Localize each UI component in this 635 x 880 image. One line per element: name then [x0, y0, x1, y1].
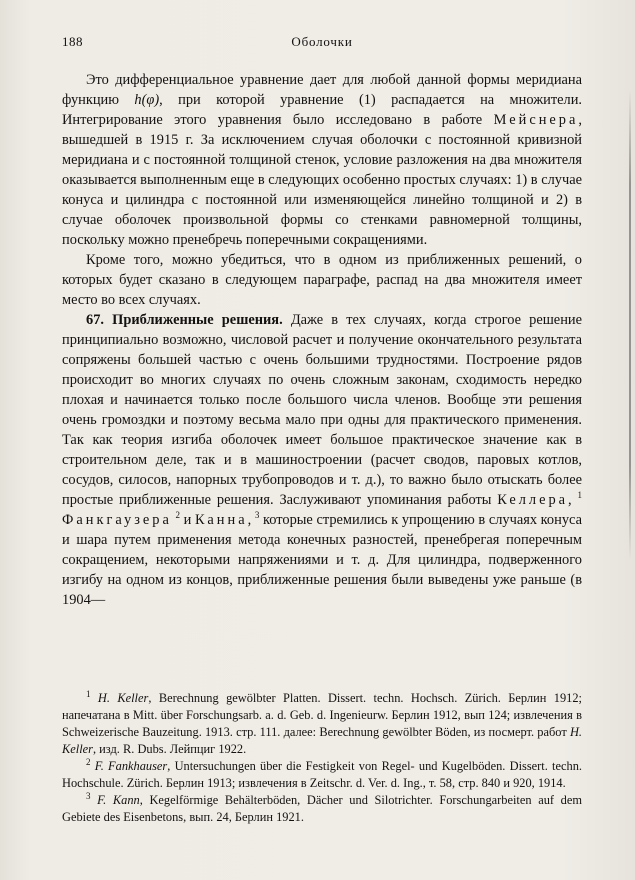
footnote-number: 3	[86, 790, 91, 801]
footnote-ref: 3	[254, 510, 260, 521]
text-run: Даже в тех случаях, когда строгое решение принципиально возможно, числовой расчет и получение окончательного результата сопряжены большей частью с очень большими трудностями. Построение рядов происходит во многих случаях по очень сложным законам, сходимость нередко плохая и начинается только после большого числа членов. Вообще эти решения очень громоздки и поэтому весьма мало при одны для практического применения. Так как теория изгиба оболочек имеет большое практическое значение как в строительном деле, так и в машиностроении (расчет сводов, паровых котлов, сосудов, силосов, напорных трубопроводов и т. д.), то важно было отыскать более простые приближенные решения. Заслуживают упоминания работы	[62, 312, 582, 508]
paragraph-2: Кроме того, можно убедиться, что в одном из приближенных решений, о которых будет сказано в следующем параграфе, распад на два множителя имеет место во всех случаях.	[62, 252, 582, 308]
footnote-text: , изд. R. Dubs. Лейпциг 1922.	[92, 742, 247, 756]
section-number: 67.	[86, 312, 104, 328]
footnote-number: 1	[86, 688, 91, 699]
text-run: которые стремились к упрощению в случаях конуса и шара путем применения метода конечных разностей, пренебрегая поперечным сокращением, некоторыми напряжениями и т. д. Для цилиндра, подверженного изгибу на одном из концов, приближенные решения были выведены уже раньше (в 1904—	[62, 512, 582, 608]
scan-edge-shadow	[629, 90, 631, 560]
main-text	[62, 70, 582, 610]
author-name: Фанкгаузера	[62, 512, 172, 528]
page-header	[62, 34, 582, 50]
text-run: и	[180, 512, 196, 528]
footnote-number: 2	[86, 756, 91, 767]
footnote-author: F. Kann	[97, 793, 140, 807]
footnote-text: , Kegelförmige Behälterböden, Dächer und Silotrichter. Forschungarbeiten auf dem Gebiete des Eisenbetons, вып. 24, Берлин 1921.	[62, 793, 582, 824]
footnote-author: F. Fankhauser	[94, 759, 168, 773]
footnote-ref: 1	[577, 490, 582, 501]
text-run: , при которой уравнение (1) распадается на множители. Интегрирование этого уравнения было исследовано в работе	[62, 92, 583, 128]
text-run: Это дифференциальное уравнение дает для любой данной формы меридиана функцию	[62, 72, 582, 108]
section-title: Приближенные решения.	[112, 312, 283, 328]
footnote	[62, 758, 582, 792]
footnote-text: , Berechnung gewölbter Platten. Dissert. techn. Hochsch. Zürich. Берлин 1912; напечатана в Mitt. über Forschungsarb. a. d. Geb. d. Ingenieurw. Берлин 1912, вып 124; извлечения в Schweizerische Bauzeitung. 1913. стр. 111. далее: Berechnung gewölbter Böden, из посмерт. работ	[62, 691, 582, 739]
footnote-ref: 2	[175, 510, 181, 521]
page-number: 188	[62, 34, 83, 49]
author-name: Мейснера	[493, 112, 579, 128]
math-function: h(φ)	[134, 92, 160, 108]
footnote-author: H. Keller	[97, 691, 149, 705]
footnote	[62, 690, 582, 758]
running-title: Оболочки	[291, 34, 353, 49]
text-run: , вышедшей в 1915 г. За исключением случая оболочки с постоянной кривизной меридиана и с постоянной толщиной стенок, условие разложения на два множителя оказывается выполненным еще в следующих особенно простых случаях: 1) в случае конуса и цилиндра с постоянной или изменяющейся линейно толщиной и 2) в случае оболочек произвольной формы со стенками равномерной толщины, поскольку можно пренебречь поперечными сокращениями.	[62, 112, 582, 248]
footnote	[62, 792, 582, 826]
footnotes	[62, 690, 582, 826]
author-name: Келлера	[497, 492, 569, 508]
footnote-author: H. Keller	[62, 725, 582, 756]
text-run: ,	[568, 492, 578, 508]
author-name: Канна	[195, 512, 248, 528]
footnote-text: , Untersuchungen über die Festigkeit von Regel- und Kugelböden. Dissert. techn. Hochschule. Zürich. Берлин 1913; извлечения в Zeitschr. d. Ver. d. Ing., т. 58, стр. 840 и 920, 1914.	[62, 759, 582, 790]
paragraph-1	[62, 70, 582, 250]
paragraph-3: 67. Приближенные решения. Даже в тех случаях, когда строгое решение принципиально возможно, числовой расчет и получение окончательного результата сопряжены большей частью с очень большими трудностями. Построение рядов происходит во многих случаях по очень сложным законам, сходимость нередко плохая и начинается только после большого числа членов. Вообще эти решения очень громоздки и поэтому весьма мало при одны для практического применения. Так как теория изгиба оболочек имеет большое практическое значение как в строительном деле, так и в машиностроении (расчет сводов, паровых котлов, сосудов, силосов, напорных трубопроводов и т. д.), то важно было отыскать более простые приближенные решения. Заслуживают упоминания работы Келлера, $^1$ Фанкгаузера $^2$ и Канна, $^3$ которые стремились к упрощению в случаях конуса и шара путем применения метода конечных разностей, пренебрегая поперечным сокращением, некоторыми напряжениями и т. д. Для цилиндра, подверженного изгибу на одном из концов, приближенные решения были выведены уже раньше (в 1904—	[62, 312, 582, 608]
